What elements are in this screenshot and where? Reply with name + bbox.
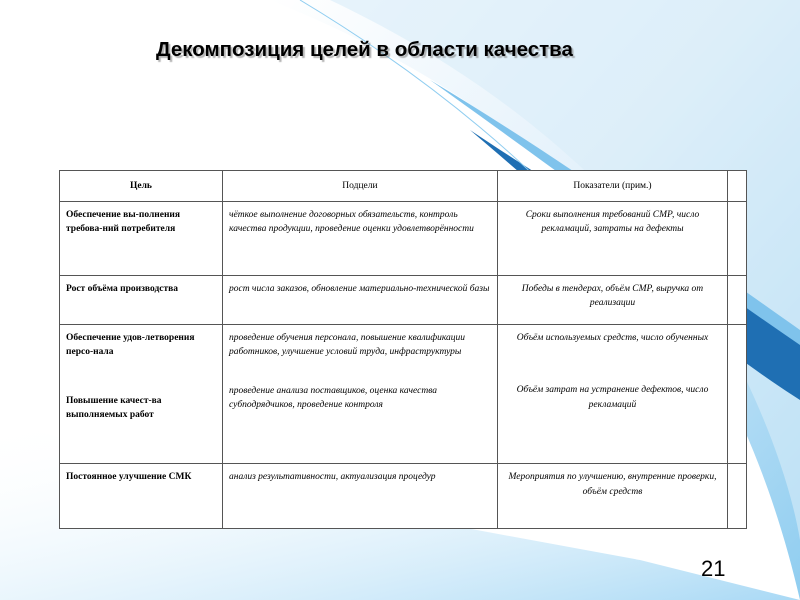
table-row [60,202,747,276]
table-narrow-cell [728,275,747,324]
indicators-text-secondary: Объём затрат на устранение дефектов, число рекламаций [516,385,709,410]
page-number: 21 [701,556,726,581]
column-header-subgoals: Подцели [222,171,497,202]
table-header-row [60,171,747,202]
column-header-goal: Цель [60,171,223,202]
table-row [60,464,747,529]
subgoals-cell [222,325,497,464]
table-narrow-cell [728,202,747,276]
subgoals-cell: рост числа заказов, обновление материально-технической базы [222,275,497,324]
indicators-cell: Мероприятия по улучшению, внутренние проверки, объём средств [497,464,727,529]
goal-text: Обеспечение удов-летворения персо-нала [66,333,195,358]
subgoals-text: проведение обучения персонала, повышение квалификации работников, улучшение условий труда, инфраструктуры [228,333,466,358]
table-row [60,275,747,324]
column-header-indicators: Показатели (прим.) [497,171,727,202]
subgoals-text-secondary: проведение анализа поставщиков, оценка качества субподрядчиков, проведение контроля [228,385,438,410]
indicators-cell: Сроки выполнения требований СМР, число рекламаций, затраты на дефекты [497,202,727,276]
subgoals-cell: анализ результативности, актуализация процедур [222,464,497,529]
table-narrow-column [728,171,747,202]
goal-cell: Обеспечение вы-полнения требова-ний потребителя [60,202,223,276]
indicators-text: Объём используемых средств, число обученных [516,333,709,344]
goal-cell [60,325,223,464]
subgoals-cell: чёткое выполнение договорных обязательств, контроль качества продукции, проведение оценки удовлетворённости [222,202,497,276]
table-narrow-cell [728,325,747,464]
table-narrow-cell [728,464,747,529]
goal-text-secondary: Повышение качест-ва выполняемых работ [66,395,162,420]
indicators-cell [497,325,727,464]
indicators-cell: Победы в тендерах, объём СМР, выручка от реализации [497,275,727,324]
table-row [60,325,747,464]
quality-goals-table [59,170,747,529]
goal-cell: Постоянное улучшение СМК [60,464,223,529]
page-title: Декомпозиция целей в области качества [156,38,573,61]
goal-cell: Рост объёма производства [60,275,223,324]
